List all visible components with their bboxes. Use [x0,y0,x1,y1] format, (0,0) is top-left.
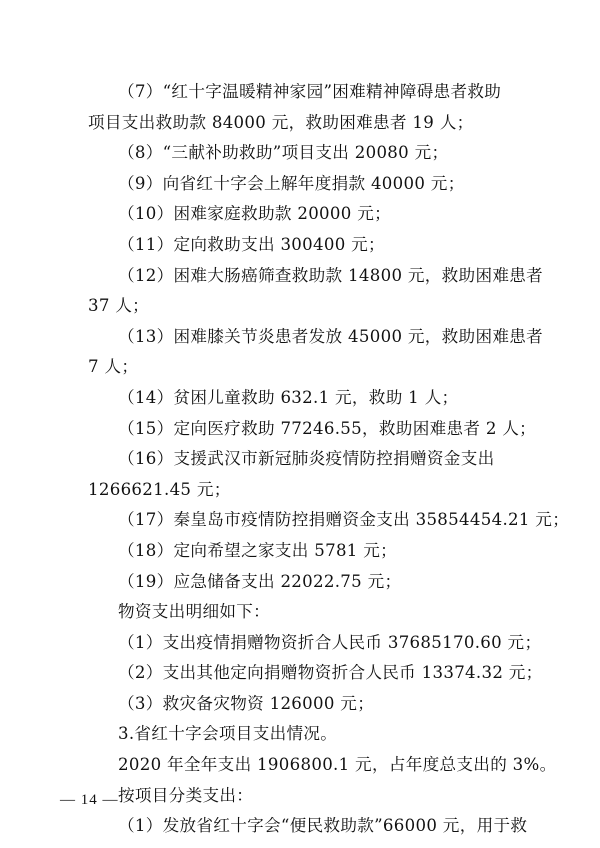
text-line: （15）定向医疗救助 77246.55，救助困难患者 2 人； [118,418,537,438]
text-line: （14）贫困儿童救助 632.1 元，救助 1 人； [118,387,459,407]
text-line: （2）支出其他定向捐赠物资折合人民币 13374.32 元； [118,663,543,683]
text-line: 项目支出救助款 84000 元，救助困难患者 19 人； [88,112,474,132]
text-line: （1）发放省红十字会“便民救助款”66000 元，用于救 [118,816,528,836]
text-line: 按项目分类支出： [118,785,254,805]
text-line: （19）应急储备支出 22022.75 元； [118,571,402,591]
text-line: 1266621.45 元； [88,479,231,499]
text-line: （7）“红十字温暖精神家园”困难精神障碍患者救助 [118,82,502,101]
text-line: （10）困难家庭救助款 20000 元； [118,204,391,224]
text-line: （17）秦皇岛市疫情防控捐赠资金支出 35854454.21 元； [118,510,570,530]
document-body [88,77,570,842]
text-line: 7 人； [88,357,139,377]
text-line: （16）支援武汉市新冠肺炎疫情防控捐赠资金支出 [118,449,495,469]
page-number: — 14 — [60,792,119,808]
text-line: （18）定向希望之家支出 5781 元； [118,540,398,560]
text-line: 37 人； [88,296,150,316]
text-line: （13）困难膝关节炎患者发放 45000 元，救助困难患者 [118,326,544,346]
text-line: （11）定向救助支出 300400 元； [118,234,385,254]
text-line: （1）支出疫情捐赠物资折合人民币 37685170.60 元； [118,632,542,652]
text-line: （9）向省红十字会上解年度捐款 40000 元； [118,173,465,193]
text-line: （8）“三献补助救助”项目支出 20080 元； [118,143,449,163]
text-line: 物资支出明细如下： [118,602,271,622]
text-line: 3.省红十字会项目支出情况。 [118,724,338,744]
text-line: （12）困难大肠癌筛查救助款 14800 元，救助困难患者 [118,265,544,285]
text-line: （3）救灾备灾物资 126000 元； [118,693,375,713]
text-line: 2020 年全年支出 1906800.1 元，占年度总支出的 3%。 [118,755,557,775]
